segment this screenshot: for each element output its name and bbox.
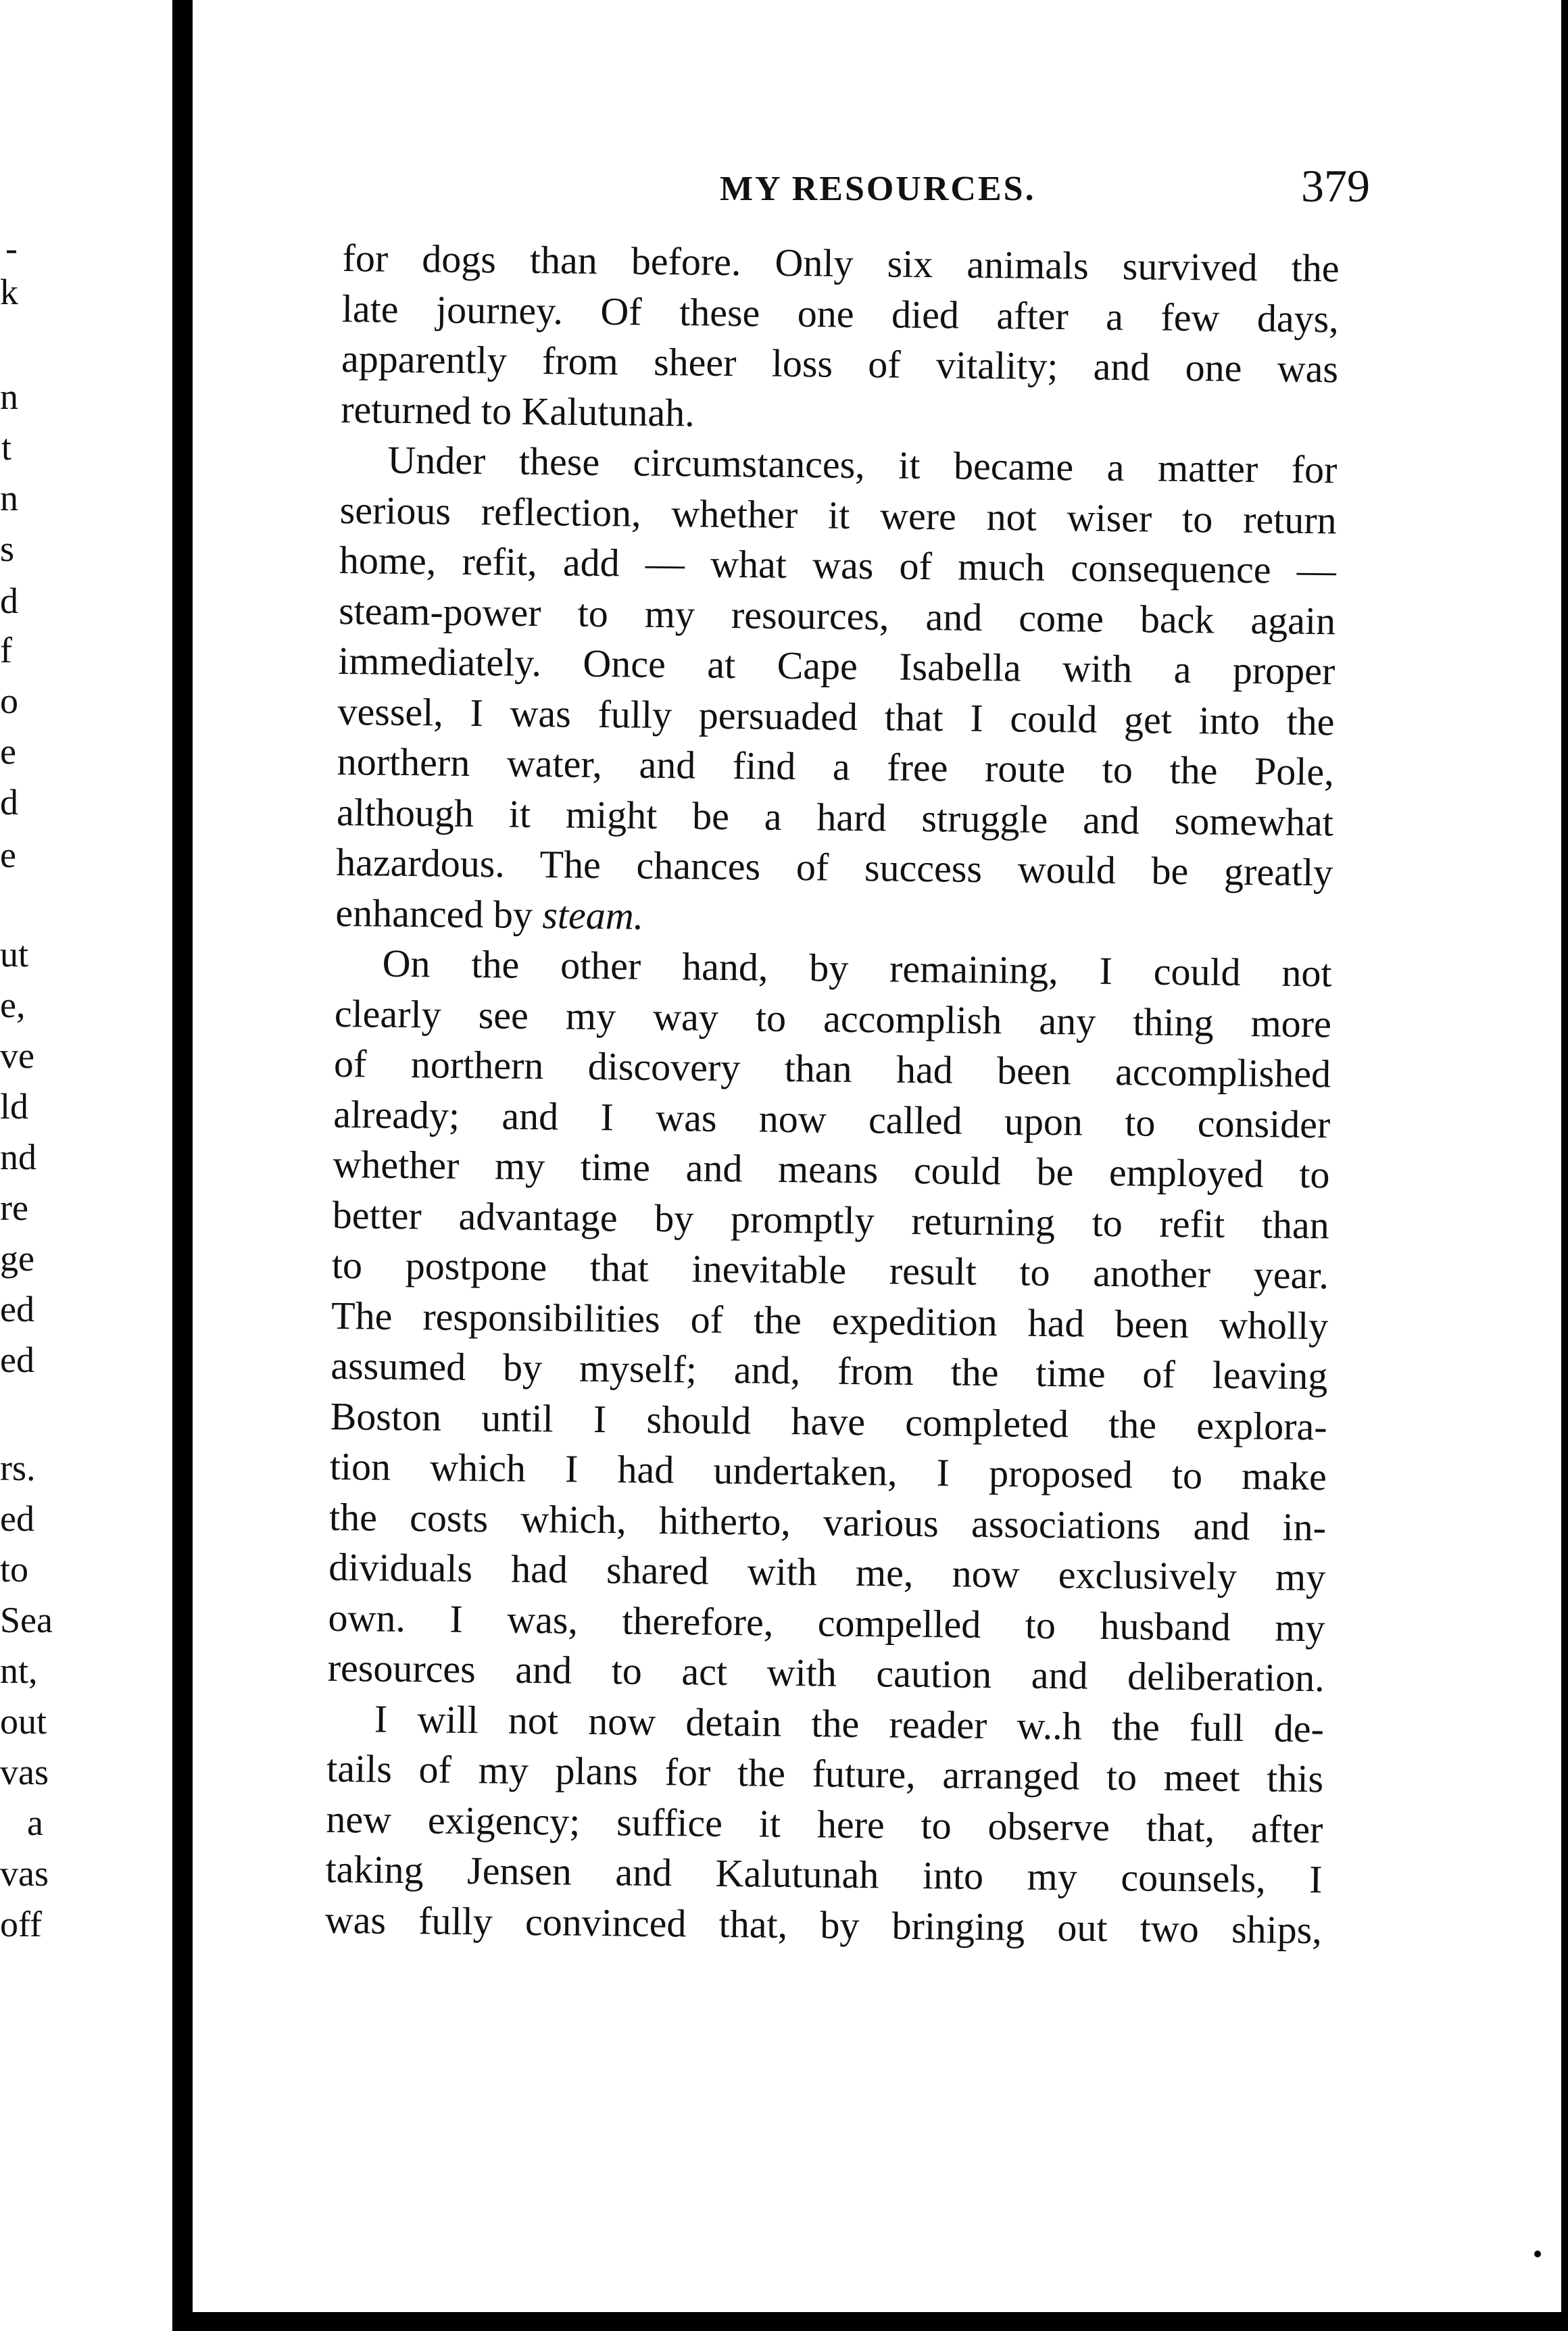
fragment: ed (0, 1498, 34, 1539)
text-line: of northern discovery than had been accomplished (333, 1041, 1331, 1096)
fragment: to (0, 1549, 29, 1590)
text-line: apparently from sheer loss of vitality; and one was (341, 336, 1339, 391)
fragment: ed (0, 1340, 34, 1380)
ink-speck (1534, 2251, 1541, 2257)
paragraph-2 (335, 435, 1564, 951)
text-line: northern water, and find a free route to the Pole, (337, 739, 1335, 794)
text-line: Under these circumstances, it became a matter for (387, 437, 1338, 492)
fragment: Sea (0, 1600, 53, 1640)
text-line: tion which I had undertaken, I proposed to make (329, 1444, 1327, 1499)
text-line: clearly see my way to accomplish any thing more (334, 991, 1332, 1046)
text-line: for dogs than before. Only six animals survived the (342, 235, 1340, 291)
fragment: d (0, 782, 18, 823)
text-line: resources and to act with caution and deliberation. (327, 1645, 1325, 1700)
fragment: ge (0, 1238, 34, 1279)
fragment: out (0, 1701, 47, 1742)
fragment: e (0, 835, 16, 875)
fragment: e (0, 731, 16, 772)
book-page (193, 0, 1561, 2312)
fragment: nd (0, 1137, 36, 1177)
text-line: to postpone that inevitable result to another year. (331, 1242, 1329, 1298)
fragment: - (5, 228, 18, 268)
text-line: tails of my plans for the future, arranged to meet this (326, 1746, 1324, 1801)
fragment: re (0, 1187, 28, 1228)
text-line: late journey. Of these one died after a few days, (341, 286, 1340, 341)
facing-page-edge (0, 0, 172, 2331)
text-line: assumed by myself; and, from the time of leaving (330, 1343, 1328, 1398)
text-line: new exigency; suffice it here to observe that, after (326, 1796, 1323, 1851)
text-line: returned to Kalutunah. (340, 387, 695, 435)
fragment: e, (0, 985, 26, 1025)
fragment: t (1, 427, 12, 468)
text-line: hazardous. The chances of success would be greatly (335, 839, 1333, 895)
text-line: vessel, I was fully persuaded that I could get into the (337, 689, 1335, 743)
fragment: ed (0, 1289, 34, 1329)
text-line: serious reflection, whether it were not wiser to return (339, 487, 1337, 542)
text-line: dividuals had shared with me, now exclusively my (328, 1544, 1326, 1600)
fragment: n (0, 478, 18, 518)
page-number: 379 (1301, 160, 1370, 212)
fragment: ve (0, 1035, 34, 1076)
page-title: MY RESOURCES. (720, 170, 1036, 208)
text-line: home, refit, add — what was of much consequence — (339, 537, 1337, 593)
fragment: ut (0, 934, 29, 975)
text-line: own. I was, therefore, compelled to husband my (328, 1595, 1325, 1650)
body-text (324, 233, 1565, 1958)
fragment: nt, (0, 1650, 38, 1691)
text-line: already; and I was now called upon to consider (333, 1091, 1331, 1146)
fragment: n (0, 376, 18, 417)
fragment: o (0, 681, 18, 721)
text-line: taking Jensen and Kalutunah into my counsels, I (325, 1846, 1323, 1902)
paragraph-4 (324, 1693, 1550, 1957)
text-line: immediately. Once at Cape Isabella with a proper (338, 638, 1336, 693)
text-line: I will not now detain the reader w..h the full de- (374, 1696, 1325, 1750)
text-line: Boston until I should have completed the explora- (330, 1394, 1327, 1448)
fragment: a (27, 1802, 43, 1843)
fragment: s (0, 529, 15, 569)
fragment: k (0, 272, 18, 312)
emphasized-word: steam. (542, 892, 644, 938)
text-line: whether my time and means could be employed to (333, 1142, 1330, 1197)
text-line-start: enhanced by (335, 890, 533, 937)
text-line: steam-power to my resources, and come back again (338, 588, 1336, 643)
fragment: rs. (0, 1448, 36, 1488)
paragraph-3 (327, 938, 1559, 1706)
fragment: d (0, 581, 18, 621)
fragment: f (0, 630, 12, 670)
text-line: although it might be a hard struggle and somewhat (336, 789, 1334, 844)
fragment: vas (0, 1752, 49, 1792)
text-line: the costs which, hitherto, various associations and in- (328, 1494, 1327, 1549)
running-head (193, 160, 1561, 214)
book-gutter (172, 0, 193, 2331)
paragraph-1 (341, 233, 1566, 447)
text-line: The responsibilities of the expedition had been wholly (330, 1293, 1329, 1348)
fragment: off (0, 1904, 42, 1944)
text-line: better advantage by promptly returning to refit than (332, 1192, 1330, 1247)
fragment: ld (0, 1086, 29, 1127)
text-line: was fully convinced that, by bringing out two ships, (324, 1897, 1323, 1952)
scan-bottom-edge (172, 2312, 1568, 2331)
fragment: vas (0, 1853, 49, 1894)
text-line: On the other hand, by remaining, I could not (382, 941, 1332, 996)
